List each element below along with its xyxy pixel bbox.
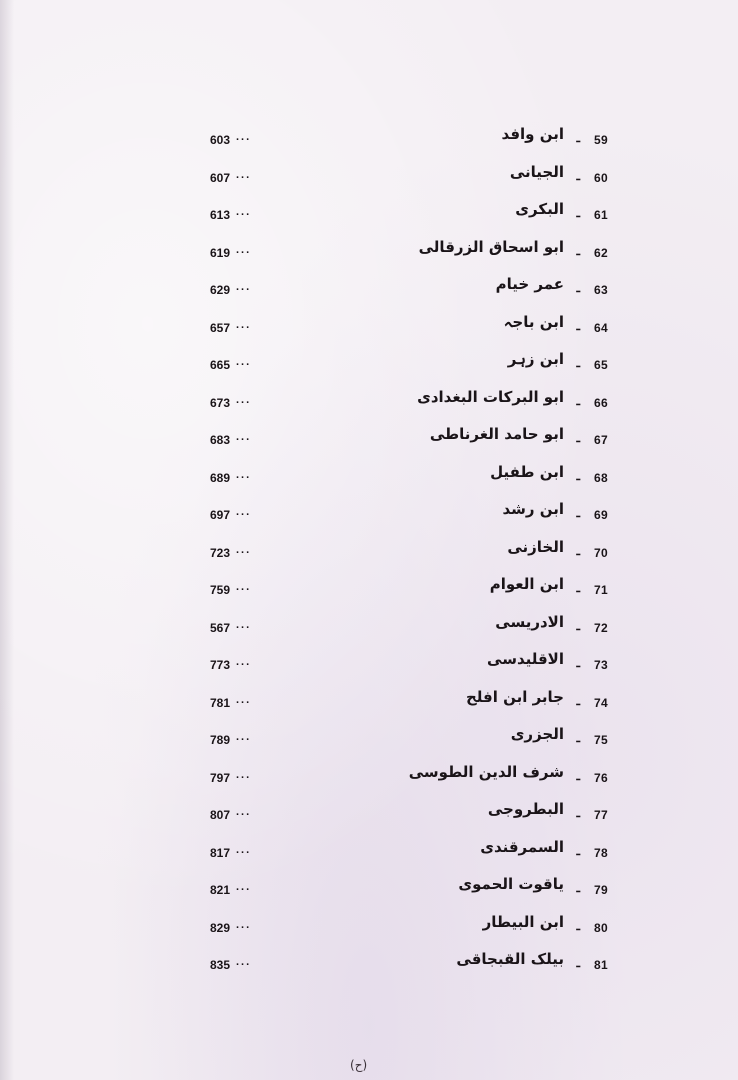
entry-title: جابر ابن افلح [465, 687, 564, 706]
entry-number: 80 [594, 920, 608, 935]
toc-entry [0, 538, 738, 576]
entry-dash: ـ [576, 281, 580, 295]
entry-number: 65 [594, 358, 608, 372]
toc-entry [0, 875, 738, 913]
leader-dots: ... [236, 131, 252, 143]
entry-number: 70 [594, 545, 608, 560]
entry-dash: ـ [576, 693, 580, 708]
entry-page-number: 665 [209, 358, 230, 372]
entry-page-number: 773 [209, 658, 230, 672]
leader-dots: ... [236, 918, 252, 931]
entry-dash: ـ [576, 881, 580, 895]
entry-dash: ـ [576, 318, 580, 333]
entry-dash: ـ [576, 543, 580, 558]
toc-entry [0, 163, 738, 201]
entry-number: 79 [594, 883, 608, 897]
entry-page-number: 683 [209, 433, 230, 447]
table-of-contents [0, 125, 738, 988]
entry-page-number: 689 [209, 470, 230, 485]
toc-entry [0, 838, 738, 876]
entry-title: ابو البرکات البغدادی [417, 387, 564, 406]
entry-number: 61 [594, 208, 608, 222]
leader-dots: ... [236, 806, 252, 818]
leader-dots: ... [236, 168, 252, 181]
entry-number: 66 [594, 395, 608, 410]
entry-number: 68 [594, 470, 608, 485]
entry-page-number: 821 [209, 883, 230, 897]
toc-entry [0, 500, 738, 538]
entry-page-number: 781 [209, 695, 230, 710]
leader-dots: ... [236, 506, 252, 518]
leader-dots: ... [236, 393, 252, 406]
entry-dash: ـ [576, 956, 580, 970]
leader-dots: ... [236, 581, 252, 593]
entry-page-number: 567 [209, 620, 230, 635]
leader-dots: ... [236, 843, 252, 856]
entry-title: ابن طفیل [490, 462, 564, 481]
entry-page-number: 603 [209, 133, 230, 147]
entry-number: 74 [594, 695, 608, 710]
entry-dash: ـ [576, 393, 580, 408]
entry-page-number: 797 [209, 770, 230, 785]
toc-entry [0, 200, 738, 238]
entry-page-number: 607 [209, 170, 230, 185]
toc-entry [0, 950, 738, 988]
leader-dots: ... [236, 543, 252, 556]
toc-entry [0, 238, 738, 276]
entry-dash: ـ [576, 468, 580, 483]
entry-number: 77 [594, 808, 608, 822]
entry-page-number: 657 [209, 320, 230, 335]
entry-dash: ـ [576, 243, 580, 258]
page-folio: (ح) [350, 1058, 368, 1072]
entry-number: 75 [594, 733, 608, 747]
entry-title: بیلک القبجاقی [456, 950, 564, 968]
leader-dots: ... [236, 281, 252, 293]
toc-entry [0, 425, 738, 463]
toc-entry [0, 800, 738, 838]
leader-dots: ... [236, 318, 252, 331]
entry-page-number: 723 [209, 545, 230, 560]
entry-page-number: 613 [209, 208, 230, 222]
entry-title: الجزری [510, 725, 564, 743]
entry-number: 76 [594, 770, 608, 785]
entry-number: 64 [594, 320, 608, 335]
entry-dash: ـ [576, 618, 580, 633]
toc-entry [0, 913, 738, 951]
entry-page-number: 759 [209, 583, 230, 597]
leader-dots: ... [236, 656, 252, 668]
entry-dash: ـ [576, 656, 580, 670]
entry-title: الخازنی [507, 537, 564, 556]
entry-dash: ـ [576, 206, 580, 220]
entry-number: 59 [594, 133, 608, 147]
entry-number: 71 [594, 583, 608, 597]
entry-page-number: 619 [209, 245, 230, 260]
leader-dots: ... [236, 768, 252, 781]
entry-page-number: 807 [209, 808, 230, 822]
entry-dash: ـ [576, 131, 580, 145]
entry-number: 78 [594, 845, 608, 860]
leader-dots: ... [236, 693, 252, 706]
entry-page-number: 697 [209, 508, 230, 522]
entry-title: ابن البیطار [482, 912, 564, 931]
entry-title: شرف الدین الطوسی [408, 762, 564, 781]
entry-page-number: 673 [209, 395, 230, 410]
entry-title: ابن رشد [502, 500, 564, 518]
entry-number: 73 [594, 658, 608, 672]
toc-entry [0, 725, 738, 763]
entry-title: ابن زہر [507, 350, 564, 368]
entry-page-number: 817 [209, 845, 230, 860]
toc-entry [0, 575, 738, 613]
leader-dots: ... [236, 243, 252, 256]
entry-title: عمر خیام [495, 275, 564, 293]
entry-number: 60 [594, 170, 608, 185]
leader-dots: ... [236, 206, 252, 218]
entry-title: الادریسی [495, 612, 564, 631]
toc-entry [0, 763, 738, 801]
entry-number: 81 [594, 958, 608, 972]
entry-title: ابن باجہ [503, 312, 564, 331]
entry-title: البطروجی [487, 800, 564, 818]
entry-dash: ـ [576, 506, 580, 520]
entry-page-number: 629 [209, 283, 230, 297]
entry-number: 67 [594, 433, 608, 447]
entry-page-number: 835 [209, 958, 230, 972]
entry-dash: ـ [576, 581, 580, 595]
toc-entry [0, 650, 738, 688]
leader-dots: ... [236, 431, 252, 443]
toc-entry [0, 388, 738, 426]
entry-dash: ـ [576, 168, 580, 183]
toc-entry [0, 313, 738, 351]
entry-dash: ـ [576, 731, 580, 745]
entry-title: ابن العوام [489, 575, 564, 593]
toc-entry [0, 688, 738, 726]
entry-title: السمرقندی [480, 837, 564, 856]
entry-title: ابو حامد الغرناطی [429, 425, 564, 443]
toc-entry [0, 275, 738, 313]
toc-entry [0, 613, 738, 651]
entry-title: الجیانی [509, 162, 564, 181]
entry-page-number: 789 [209, 733, 230, 747]
entry-dash: ـ [576, 806, 580, 820]
leader-dots: ... [236, 618, 252, 631]
leader-dots: ... [236, 881, 252, 893]
leader-dots: ... [236, 956, 252, 968]
entry-page-number: 829 [209, 920, 230, 935]
entry-dash: ـ [576, 843, 580, 858]
entry-title: ابن وافد [501, 125, 564, 143]
toc-entry [0, 463, 738, 501]
leader-dots: ... [236, 731, 252, 743]
leader-dots: ... [236, 468, 252, 481]
entry-number: 69 [594, 508, 608, 522]
entry-dash: ـ [576, 918, 580, 933]
entry-dash: ـ [576, 768, 580, 783]
entry-title: ابو اسحاق الزرقالی [418, 237, 564, 256]
entry-dash: ـ [576, 431, 580, 445]
entry-dash: ـ [576, 356, 580, 370]
entry-number: 62 [594, 245, 608, 260]
entry-title: یاقوت الحموی [458, 875, 564, 893]
toc-entry [0, 125, 738, 163]
entry-title: البکری [515, 200, 564, 218]
entry-title: الاقلیدسی [487, 650, 564, 668]
leader-dots: ... [236, 356, 252, 368]
entry-number: 63 [594, 283, 608, 297]
toc-entry [0, 350, 738, 388]
entry-number: 72 [594, 620, 608, 635]
